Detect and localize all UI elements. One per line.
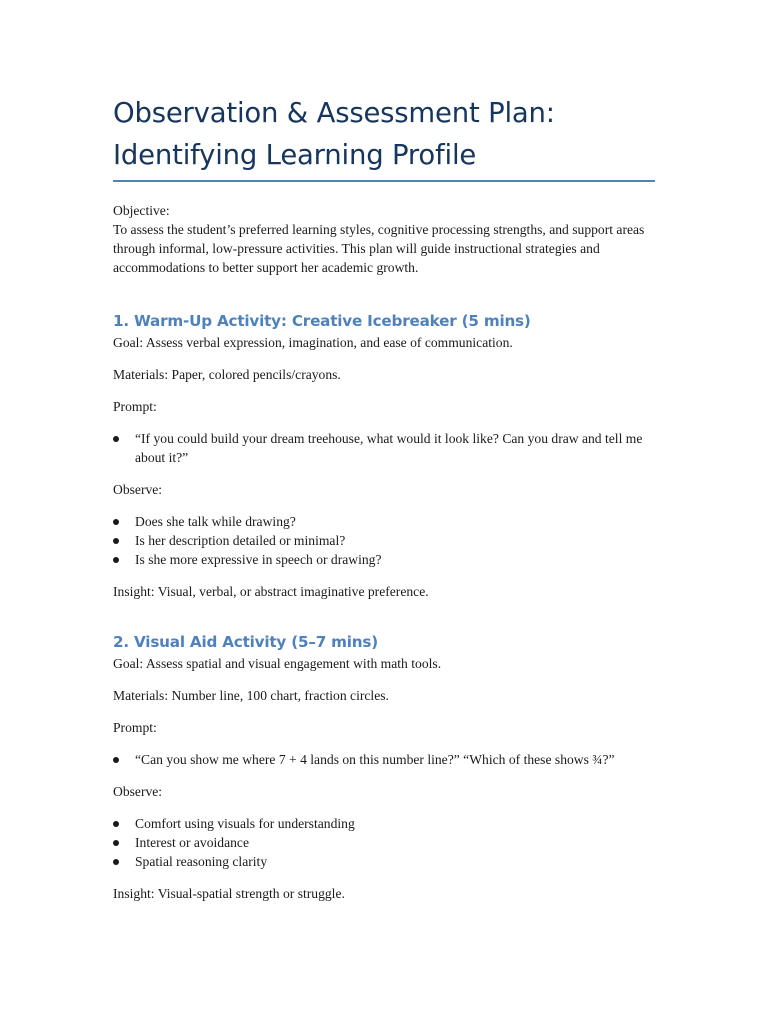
section-goal: Goal: Assess verbal expression, imagination, and ease of communication. [113,335,513,350]
observe-label: Observe: [113,482,163,497]
observe-label: Observe: [113,784,163,799]
observe-list [113,512,658,569]
objective-label: Objective: [113,203,170,218]
prompt-text: “If you could build your dream treehouse, what would it look like? Can you draw and tell me about it?” [135,431,643,465]
title-line-1: Observation & Assessment Plan: [113,97,555,129]
bullet-icon [113,757,119,763]
document-page [113,92,658,903]
bullet-icon [113,840,119,846]
title-line-2: Identifying Learning Profile [113,139,477,171]
section-materials: Materials: Number line, 100 chart, fraction circles. [113,688,389,703]
section-heading: 2. Visual Aid Activity (5–7 mins) [113,633,378,651]
objective-block [113,201,658,277]
bullet-icon [113,519,119,525]
document-title [113,92,658,176]
bullet-icon [113,557,119,563]
section-insight: Insight: Visual-spatial strength or struggle. [113,886,345,901]
bullet-icon [113,538,119,544]
bullet-icon [113,436,119,442]
section-warm-up-activity [113,310,658,601]
bullet-icon [113,859,119,865]
observe-text: Is she more expressive in speech or drawing? [135,552,382,567]
observe-text: Does she talk while drawing? [135,514,296,529]
section-goal: Goal: Assess spatial and visual engagement with math tools. [113,656,442,671]
section-materials: Materials: Paper, colored pencils/crayons. [113,367,341,382]
observe-text: Comfort using visuals for understanding [135,816,355,831]
prompt-item [113,750,658,769]
prompt-label: Prompt: [113,720,157,735]
observe-item [113,550,658,569]
observe-text: Spatial reasoning clarity [135,854,268,869]
prompt-list [113,429,658,467]
observe-item [113,814,658,833]
observe-text: Is her description detailed or minimal? [135,533,346,548]
prompt-item [113,429,658,467]
observe-item [113,531,658,550]
observe-item [113,852,658,871]
prompt-label: Prompt: [113,399,157,414]
section-insight: Insight: Visual, verbal, or abstract imaginative preference. [113,584,429,599]
observe-item [113,512,658,531]
section-visual-aid-activity [113,631,658,903]
observe-item [113,833,658,852]
section-heading: 1. Warm-Up Activity: Creative Icebreaker (5 mins) [113,312,531,330]
title-underline [113,180,655,182]
prompt-text: “Can you show me where 7 + 4 lands on this number line?” “Which of these shows ¾?” [135,752,615,767]
observe-list [113,814,658,871]
objective-text: To assess the student’s preferred learning styles, cognitive processing strengths, and support areas through informal, low-pressure activities. This plan will guide instructional strategies and accommodations to better support her academic growth. [113,222,645,275]
observe-text: Interest or avoidance [135,835,249,850]
prompt-list [113,750,658,769]
bullet-icon [113,821,119,827]
